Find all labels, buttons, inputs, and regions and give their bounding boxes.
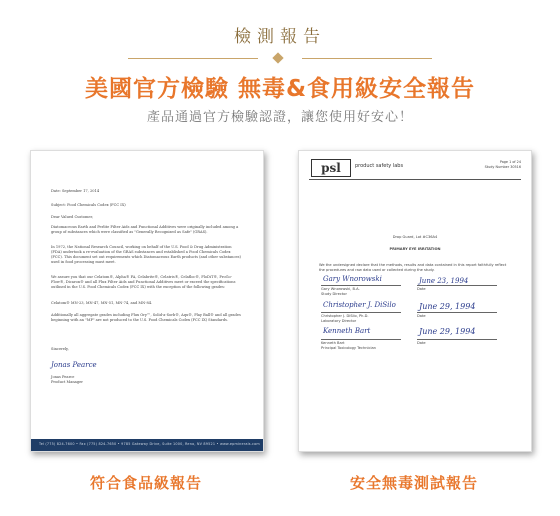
signer-role: Laboratory Director	[321, 319, 357, 323]
signature-mark: Kenneth Bart	[323, 327, 371, 335]
psl-report-document	[298, 150, 532, 452]
declaration-statement: We the undersigned declare that the methods, results and data contained in this report faithfully reflect the procedures and raw data used or collected during the study.	[319, 263, 507, 272]
signer-role: Study Director	[321, 292, 347, 296]
study-number: Study Number 30516	[484, 164, 521, 169]
subline: 產品通過官方檢驗認證，讓您使用好安心！	[146, 110, 413, 125]
company-name: product safety labs	[355, 163, 404, 169]
headline: 美國官方檢驗 無毒&食用級安全報告	[84, 76, 476, 102]
signer-name: Kenneth Bart	[321, 341, 345, 345]
date-label: Date	[417, 341, 426, 345]
letter-closing: Sincerely,	[51, 347, 69, 351]
date-label: Date	[417, 314, 426, 318]
date-signature: June 29, 1994	[419, 302, 476, 311]
letter-subject: Subject: Food Chemicals Codex (FCC IX)	[51, 203, 126, 207]
letter-paragraph: Diatomaceous Earth and Perlite Filter Aids and Functional Additives were originally included among a group of substances which were classified as "Generally Recognized as Safe" (GRAS).	[51, 225, 239, 234]
date-label: Date	[417, 287, 426, 291]
page-number: Page 1 of 24	[499, 160, 521, 164]
date-signature: June 29, 1994	[419, 327, 476, 336]
page-info	[485, 160, 521, 169]
letter-greeting: Dear Valued Customer,	[51, 215, 93, 219]
signature-mark: Christopher J. DiSilo	[323, 301, 396, 309]
signer-role: Principal Toxicology Technician	[321, 346, 376, 350]
footer-contact: Tel (775) 824-7600 • Fax (775) 824-7650 • 9785 Gateway Drive, Suite 1000, Reno, NV 89521 • www.epminerals.com	[39, 442, 260, 446]
signer-name: Gary Wnorowski, B.A.	[321, 287, 360, 291]
letter-paragraph: We assure you that our Celatom®, Alpha® FA, Celabrite®, Celatris®, Celafloc®, FloDiT®, ProGo-Flow®, Dicaron® and all Flux Filter Aids and Functional Additives meet or exceed the specifications outlined in the U.S. Food Chemicals Codex (FCC IX) with the exception of the following grades:	[51, 275, 236, 289]
divider-right	[302, 58, 432, 59]
fcc-letter-document	[30, 150, 264, 452]
letter-paragraph: Celatom® MN-23, MN-47, MN-51, MN-74, and MN-84.	[51, 301, 153, 305]
letter-footer	[31, 439, 263, 451]
letter-date: Date: September 17, 2014	[51, 189, 100, 193]
letter-paragraph: In 1972, the National Research Council, working on behalf of the U.S. Food & Drug Administration (FDA) undertook a re-evaluation of the GRAS substances and established a Food Chemicals Codex (FCC). This document set out requirements which Diatomaceous Earth products (and other substances) used in food processing must meet.	[51, 245, 241, 264]
divider-left	[128, 58, 258, 59]
signer-title: Product Manager	[51, 380, 83, 384]
signature-mark: Gary Wnorowski	[323, 275, 382, 283]
signature-mark: Jonas Pearce	[51, 361, 97, 369]
psl-logo: psl	[311, 159, 351, 177]
letter-paragraph: Additionally all aggregate grades including Flux Ory™, Solid-a-Sorb®, Aqu®, Play Ball® and all grades beginning with an "MP" are not produced to the U.S. Food Chemicals Codex (FCC IX) Standards.	[51, 313, 241, 322]
report-title: PRIMARY EYE IRRITATION	[389, 247, 441, 251]
section-label: 檢測報告	[234, 27, 326, 47]
date-signature: June 23, 1994	[419, 277, 469, 285]
study-line: Drop Guard, Lot #C36A4	[392, 235, 438, 239]
signer-name: Christopher J. DiSilo, Ph.D.	[321, 314, 369, 318]
caption-food-grade: 符合食品級報告	[89, 474, 202, 492]
caption-safety-test: 安全無毒測試報告	[349, 474, 478, 492]
header-rule	[309, 179, 521, 180]
divider-diamond-icon	[272, 52, 283, 63]
signer-name: Jonas Pearce	[51, 375, 75, 379]
